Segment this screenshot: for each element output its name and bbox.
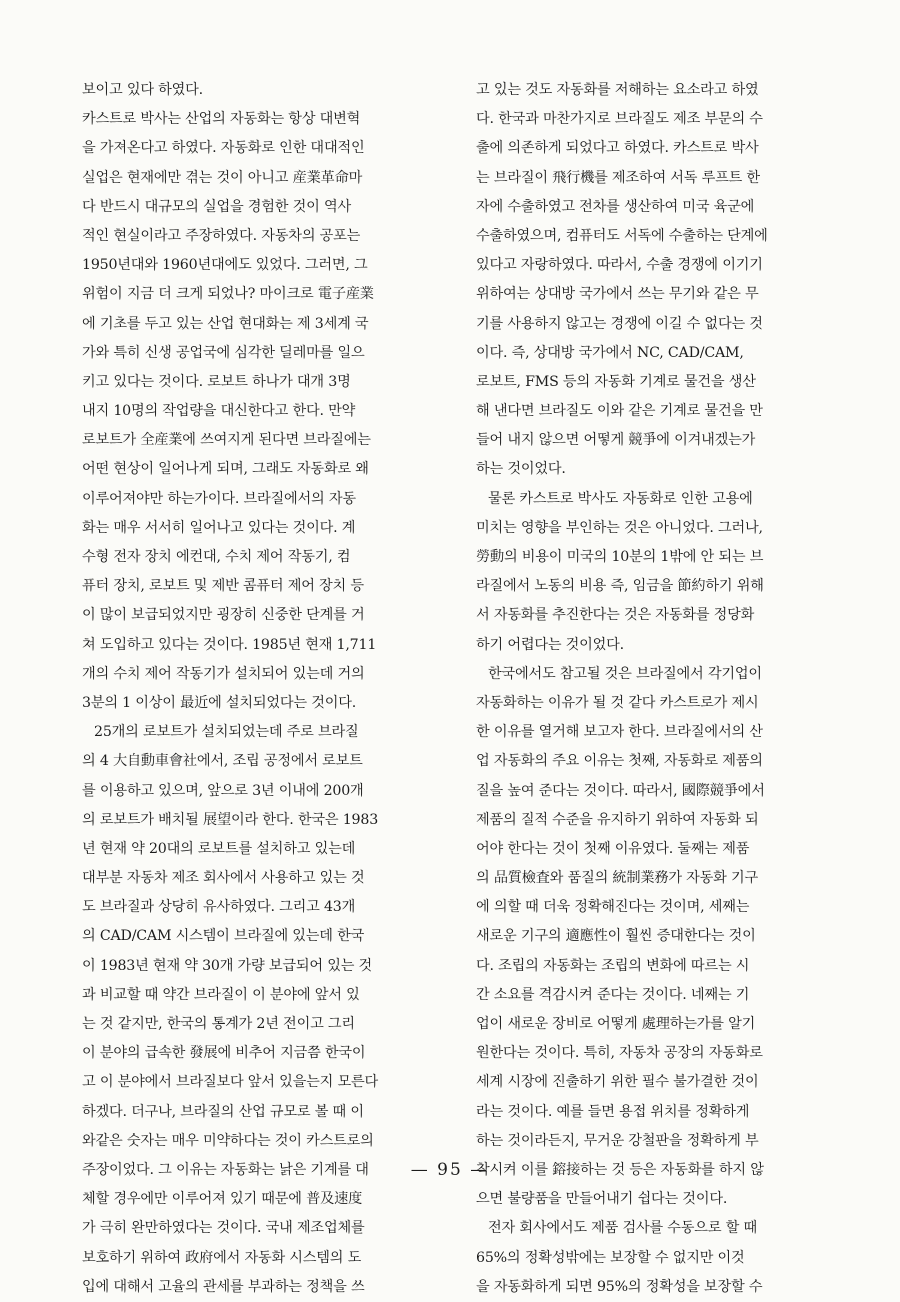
text-line: 서 자동화를 추진한다는 것은 자동화를 정당화 [476, 607, 755, 624]
text-line: 가 극히 완만하였다는 것이다. 국내 제조업체를 [82, 1220, 365, 1237]
text-line: 로보트, FMS 등의 자동화 기계로 물건을 생산 [476, 373, 756, 390]
text-line: 이 많이 보급되었지만 굉장히 신중한 단계를 거 [82, 607, 365, 624]
right-column [476, 76, 838, 1302]
text-line: 이루어져야만 하는가이다. 브라질에서의 자동 [82, 490, 356, 507]
text-line: 는 것 같지만, 한국의 통계가 2년 전이고 그리 [82, 1016, 355, 1032]
text-line: 출에 의존하게 되었다고 하였다. 카스트로 박사 [476, 140, 759, 157]
text-line: 을 자동화하게 되면 95%의 정확성을 보장할 수 [476, 1278, 763, 1295]
text-line: 대부분 자동차 제조 회사에서 사용하고 있는 것 [82, 870, 365, 887]
text-line: 전자 회사에서도 제품 검사를 수동으로 할 때 [488, 1220, 757, 1237]
text-line: 가와 특히 신생 공업국에 심각한 딜레마를 일으 [82, 344, 365, 361]
text-line: 으면 불량품을 만들어내기 쉽다는 것이다. [476, 1191, 728, 1208]
page-number: — 95 — [410, 1160, 490, 1180]
text-line: 에 기초를 두고 있는 산업 현대화는 제 3세계 국 [82, 315, 369, 332]
text-line: 키고 있다는 것이다. 로보트 하나가 대개 3명 [82, 373, 351, 390]
text-line: 주장이었다. 그 이유는 자동화는 낡은 기계를 대 [82, 1161, 369, 1178]
text-line: 년 현재 약 20대의 로보트를 설치하고 있는데 [82, 840, 356, 857]
text-line: 어야 한다는 것이 첫째 이유였다. 둘째는 제품 [476, 840, 750, 857]
text-line: 이 1983년 현재 약 30개 가량 보급되어 있는 것 [82, 957, 373, 974]
document-page [82, 76, 830, 1295]
text-line: 기를 사용하지 않고는 경쟁에 이길 수 없다는 것 [476, 315, 763, 332]
text-line: 의 CAD/CAM 시스템이 브라질에 있는데 한국 [82, 928, 365, 945]
text-line: 고 있는 것도 자동화를 저해하는 요소라고 하였 [476, 82, 759, 98]
text-line: 퓨터 장치, 로보트 및 제반 콤퓨터 제어 장치 등 [82, 578, 364, 595]
text-line: 위험이 지금 더 크게 되었나? 마이크로 電子産業 [82, 286, 374, 303]
text-line: 있다고 자랑하였다. 따라서, 수출 경쟁에 이기기 [476, 257, 763, 274]
text-line: 실업은 현재에만 겪는 것이 아니고 産業革命마 [82, 169, 363, 186]
text-line: 勞動의 비용이 미국의 10분의 1밖에 안 되는 브 [476, 549, 764, 565]
text-line: 와같은 숫자는 매우 미약하다는 것이 카스트로의 [82, 1132, 374, 1149]
text-line: 이다. 즉, 상대방 국가에서 NC, CAD/CAM, [476, 344, 744, 361]
text-line: 이 분야의 급속한 發展에 비추어 지금쯤 한국이 [82, 1045, 366, 1062]
text-line: 하겠다. 더구나, 브라질의 산업 규모로 볼 때 이 [82, 1103, 364, 1120]
text-line: 화는 매우 서서히 일어나고 있다는 것이다. 계 [82, 519, 356, 536]
text-line: 간 소요를 격감시켜 준다는 것이다. 네째는 기 [476, 986, 750, 1003]
text-line: 다 반드시 대규모의 실업을 경험한 것이 역사 [82, 198, 351, 215]
text-line: 해 낸다면 브라질도 이와 같은 기계로 물건을 만 [476, 403, 763, 420]
text-line: 65%의 정확성밖에는 보장할 수 없지만 이것 [476, 1249, 745, 1266]
text-line: 착시켜 이를 鎔接하는 것 등은 자동화를 하지 않 [476, 1161, 764, 1178]
text-line: 과 비교할 때 약간 브라질이 이 분야에 앞서 있 [82, 986, 360, 1003]
text-line: 질을 높여 준다는 것이다. 따라서, 國際競爭에서 [476, 782, 765, 799]
text-line: 을 가져온다고 하였다. 자동화로 인한 대대적인 [82, 140, 365, 157]
text-line: 한 이유를 열거해 보고자 한다. 브라질에서의 산 [476, 724, 763, 741]
text-line: 쳐 도입하고 있다는 것이다. 1985년 현재 1,711 [82, 636, 377, 653]
text-line: 보호하기 위하여 政府에서 자동화 시스템의 도 [82, 1249, 362, 1266]
text-line: 한국에서도 참고될 것은 브라질에서 각기업이 [488, 665, 762, 682]
text-line: 새로운 기구의 適應性이 훨씬 증대한다는 것이 [476, 928, 756, 945]
text-line: 에 의할 때 더욱 정확해진다는 것이며, 세째는 [476, 899, 750, 916]
text-line: 개의 수치 제어 작동기가 설치되어 있는데 거의 [82, 665, 365, 682]
text-line: 1950년대와 1960년대에도 있었다. 그러면, 그 [82, 257, 368, 274]
text-line: 고 이 분야에서 브라질보다 앞서 있을는지 모른다 [82, 1074, 378, 1091]
text-line: 자에 수출하였고 전차를 생산하여 미국 육군에 [476, 198, 755, 215]
text-line: 위하여는 상대방 국가에서 쓰는 무기와 같은 무 [476, 286, 759, 303]
text-line: 들어 내지 않으면 어떻게 競爭에 이겨내겠는가 [476, 432, 756, 449]
text-line: 라질에서 노동의 비용 즉, 임금을 節約하기 위해 [476, 578, 764, 595]
text-line: 입에 대해서 고율의 관세를 부과하는 정책을 쓰 [82, 1278, 365, 1295]
text-line: 수출하였으며, 컴퓨터도 서독에 수출하는 단계에 [476, 227, 768, 244]
text-line: 원한다는 것이다. 특히, 자동차 공장의 자동화로 [476, 1045, 763, 1062]
text-line: 적인 현실이라고 주장하였다. 자동차의 공포는 [82, 227, 361, 244]
text-line: 체할 경우에만 이루어져 있기 때문에 普及速度 [82, 1191, 363, 1208]
text-line: 는 브라질이 飛行機를 제조하여 서독 루프트 한 [476, 169, 760, 186]
text-line: 하는 것이었다. [476, 461, 566, 478]
left-column [82, 76, 444, 1302]
text-line: 를 이용하고 있으며, 앞으로 3년 이내에 200개 [82, 782, 364, 799]
text-line: 의 4 大自動車會社에서, 조립 공정에서 로보트 [82, 753, 363, 770]
text-line: 내지 10명의 작업량을 대신한다고 한다. 만약 [82, 403, 356, 420]
text-line: 업이 새로운 장비로 어떻게 處理하는가를 알기 [476, 1016, 756, 1032]
text-line: 의 品質檢査와 품질의 統制業務가 자동화 기구 [476, 870, 759, 887]
text-line: 자동화하는 이유가 될 것 같다 카스트로가 제시 [476, 694, 759, 711]
text-line: 세계 시장에 진출하기 위한 필수 불가결한 것이 [476, 1074, 759, 1091]
text-line: 도 브라질과 상당히 유사하였다. 그리고 43개 [82, 899, 356, 916]
text-line: 로보트가 全産業에 쓰여지게 된다면 브라질에는 [82, 432, 371, 449]
text-line: 다. 조립의 자동화는 조립의 변화에 따르는 시 [476, 957, 750, 974]
text-line: 라는 것이다. 예를 들면 용접 위치를 정확하게 [476, 1103, 750, 1120]
text-line: 하는 것이라든지, 무거운 강철판을 정확하게 부 [476, 1132, 759, 1149]
text-line: 수형 전자 장치 에컨대, 수치 제어 작동기, 컴 [82, 549, 351, 565]
text-line: 업 자동화의 주요 이유는 첫째, 자동화로 제품의 [476, 753, 763, 770]
text-line: 어떤 현상이 일어나게 되며, 그래도 자동화로 왜 [82, 461, 369, 478]
text-line: 카스트로 박사는 산업의 자동화는 항상 대변혁 [82, 111, 361, 128]
text-line: 제품의 질적 수준을 유지하기 위하여 자동화 되 [476, 811, 759, 828]
text-line: 25개의 로보트가 설치되었는데 주로 브라질 [94, 724, 359, 741]
text-line: 물론 카스트로 박사도 자동화로 인한 고용에 [488, 490, 753, 507]
text-line: 의 로보트가 배치될 展望이라 한다. 한국은 1983 [82, 811, 379, 828]
text-line: 다. 한국과 마찬가지로 브라질도 제조 부문의 수 [476, 111, 763, 128]
text-line: 미치는 영향을 부인하는 것은 아니었다. 그러나, [476, 519, 763, 536]
text-line: 하기 어렵다는 것이었다. [476, 636, 624, 653]
text-line: 3분의 1 이상이 最近에 설치되었다는 것이다. [82, 694, 357, 711]
text-line: 보이고 있다 하였다. [82, 82, 203, 98]
